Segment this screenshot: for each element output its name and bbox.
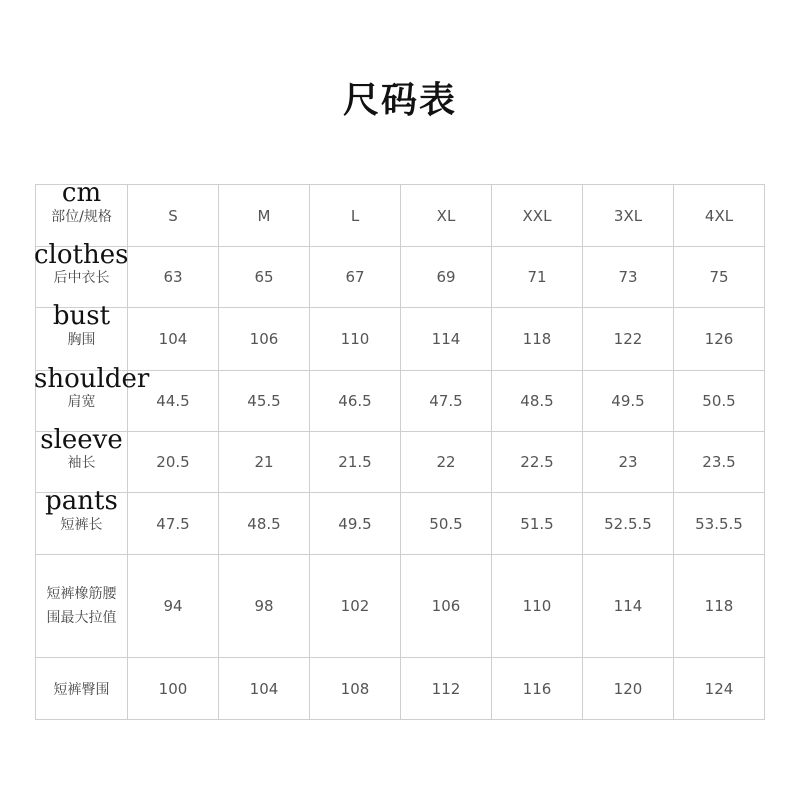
size-header: XL (401, 185, 492, 247)
value-cell: 104 (219, 658, 310, 720)
label-en: cm (61, 178, 102, 208)
value-cell: 22.5 (492, 432, 583, 493)
row-label-cell (34, 240, 129, 308)
label-zh: 短裤长 (60, 516, 103, 533)
label-zh: 部位/规格 (51, 208, 112, 225)
value-cell: 51.5 (492, 493, 583, 555)
value-cell: 114 (401, 308, 492, 371)
value-cell: 122 (583, 308, 674, 371)
value-cell: 126 (674, 308, 765, 371)
value-cell: 69 (401, 247, 492, 308)
value-cell: 67 (310, 247, 401, 308)
value-cell: 94 (128, 555, 219, 658)
value-cell: 110 (310, 308, 401, 371)
size-header: 4XL (674, 185, 765, 247)
label-en: shoulder (34, 364, 150, 394)
table-row (36, 371, 765, 432)
value-cell: 116 (492, 658, 583, 720)
value-cell: 106 (219, 308, 310, 371)
size-header: XXL (492, 185, 583, 247)
table-row (36, 247, 765, 308)
label-zh: 肩宽 (67, 394, 96, 410)
value-cell: 98 (219, 555, 310, 658)
value-cell: 71 (492, 247, 583, 308)
label-zh: 胸围 (67, 332, 96, 348)
size-header: M (219, 185, 310, 247)
value-cell: 46.5 (310, 371, 401, 432)
label-zh: 短裤橡筋腰 (46, 586, 117, 602)
value-cell: 23.5 (674, 432, 765, 493)
table-row (36, 432, 765, 493)
value-cell: 50.5 (674, 371, 765, 432)
size-header: L (310, 185, 401, 247)
label-zh-line2: 围最大拉值 (46, 610, 117, 626)
value-cell: 63 (128, 247, 219, 308)
value-cell: 104 (128, 308, 219, 371)
value-cell: 112 (401, 658, 492, 720)
table-row (36, 308, 765, 371)
value-cell: 52.5.5 (583, 493, 674, 555)
value-cell: 118 (674, 555, 765, 658)
value-cell: 20.5 (128, 432, 219, 493)
label-en: clothes (34, 240, 129, 270)
label-zh: 袖长 (67, 455, 96, 471)
table-row (36, 493, 765, 555)
value-cell: 44.5 (128, 371, 219, 432)
row-label-cell (36, 555, 128, 658)
value-cell: 47.5 (401, 371, 492, 432)
value-cell: 110 (492, 555, 583, 658)
table-row (36, 658, 765, 720)
value-cell: 47.5 (128, 493, 219, 555)
table-row (36, 555, 765, 658)
label-zh: 短裤臀围 (53, 681, 110, 698)
size-header: 3XL (583, 185, 674, 247)
value-cell: 102 (310, 555, 401, 658)
row-label-cell (36, 301, 128, 371)
value-cell: 120 (583, 658, 674, 720)
value-cell: 22 (401, 432, 492, 493)
row-label-cell (36, 658, 128, 720)
page-title: 尺码表 (342, 79, 457, 121)
row-label-cell (36, 425, 128, 493)
header-row (36, 185, 765, 247)
value-cell: 21 (219, 432, 310, 493)
label-en: sleeve (40, 425, 123, 455)
value-cell: 65 (219, 247, 310, 308)
value-cell: 48.5 (492, 371, 583, 432)
value-cell: 49.5 (583, 371, 674, 432)
value-cell: 100 (128, 658, 219, 720)
row-label-cell (36, 486, 128, 555)
label-en: pants (45, 486, 118, 516)
value-cell: 106 (401, 555, 492, 658)
value-cell: 50.5 (401, 493, 492, 555)
value-cell: 75 (674, 247, 765, 308)
value-cell: 114 (583, 555, 674, 658)
row-label-cell (34, 364, 150, 432)
header-label-cell (36, 178, 128, 247)
value-cell: 21.5 (310, 432, 401, 493)
value-cell: 108 (310, 658, 401, 720)
value-cell: 23 (583, 432, 674, 493)
label-en: bust (52, 301, 111, 331)
label-zh: 后中衣长 (53, 270, 110, 286)
value-cell: 49.5 (310, 493, 401, 555)
value-cell: 124 (674, 658, 765, 720)
value-cell: 118 (492, 308, 583, 371)
value-cell: 48.5 (219, 493, 310, 555)
size-chart-table (34, 178, 765, 720)
value-cell: 73 (583, 247, 674, 308)
value-cell: 53.5.5 (674, 493, 765, 555)
size-header: S (128, 185, 219, 247)
value-cell: 45.5 (219, 371, 310, 432)
